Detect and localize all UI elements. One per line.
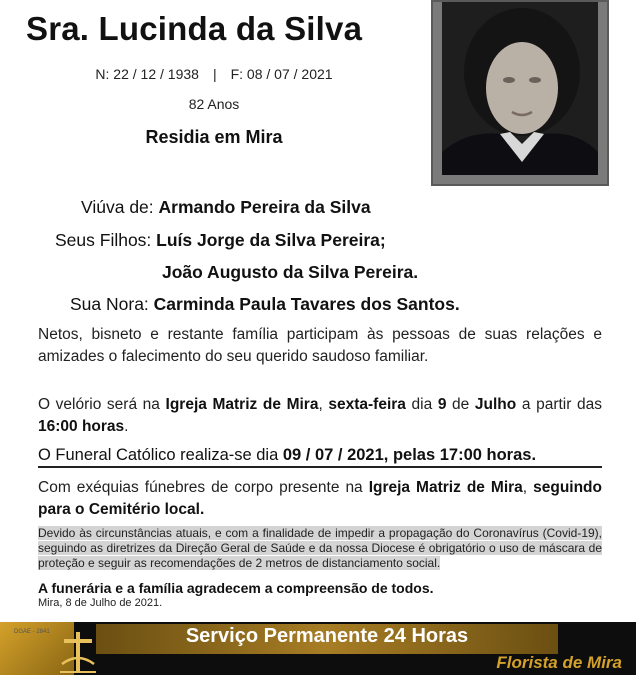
funeral-date: 09 / 07 / 2021, pelas 17:00 horas. xyxy=(282,446,537,464)
child-1: Luís Jorge da Silva Pereira; xyxy=(156,230,386,250)
service-text: Serviço Permanente 24 Horas xyxy=(185,625,469,647)
age: 82 Anos xyxy=(188,96,240,112)
wake-text-3: dia xyxy=(405,396,438,413)
birth-date: N: 22 / 12 / 1938 xyxy=(95,66,199,82)
funeral-info xyxy=(38,446,602,468)
wake-church: Igreja Matriz de Mira xyxy=(165,396,319,413)
place-date: Mira, 8 de Julho de 2021. xyxy=(38,597,163,609)
widow-line xyxy=(81,197,371,218)
wake-text-6: . xyxy=(124,418,129,435)
children-label: Seus Filhos: xyxy=(55,230,152,250)
daughter-in-law-label: Sua Nora: xyxy=(70,294,149,314)
exequies-text-1: Com exéquias fúnebres de corpo presente na xyxy=(38,479,369,496)
covid-notice-text: Devido às circunstâncias atuais, e com a finalidade de impedir a propagação do Coronavírus (Covid-19), seguindo as diretrizes da Direção Geral de Saúde e da nossa Diocese é obrigatório o uso de máscara de proteção e seguir as recomendações de 2 metros de distanciamento social. xyxy=(38,526,602,570)
portrait-frame xyxy=(431,0,609,186)
thanks-message: A funerária e a família agradecem a compreensão de todos. xyxy=(38,580,434,596)
wake-text-5: a partir das xyxy=(516,396,602,413)
dgae-code: DGAE - 2841 xyxy=(14,629,50,635)
residence: Residia em Mira xyxy=(145,127,283,147)
child-2: João Augusto da Silva Pereira. xyxy=(162,262,419,282)
florist-name: Florista de Mira xyxy=(496,653,622,672)
exequies-church: Igreja Matriz de Mira xyxy=(368,479,523,496)
wake-text-2: , xyxy=(318,396,329,413)
wake-info xyxy=(38,394,602,438)
exequies-info xyxy=(38,477,602,521)
dates-line xyxy=(0,66,428,82)
date-separator: | xyxy=(212,66,217,82)
widow-value: Armando Pereira da Silva xyxy=(158,197,371,217)
child-2-line xyxy=(162,262,418,283)
children-line xyxy=(55,230,386,251)
wake-day: sexta-feira xyxy=(328,396,406,413)
portrait-image xyxy=(442,2,598,175)
portrait-photo xyxy=(442,2,598,175)
covid-notice xyxy=(38,526,602,571)
wake-month: Julho xyxy=(474,396,517,413)
daughter-in-law-line xyxy=(70,294,460,315)
daughter-in-law-value: Carminda Paula Tavares dos Santos. xyxy=(153,294,460,314)
family-announcement: Netos, bisneto e restante família participam às pessoas de suas relações e amizades o falecimento do seu querido saudoso familiar. xyxy=(38,326,602,365)
death-date: F: 08 / 07 / 2021 xyxy=(230,66,333,82)
wake-text-1: O velório será na xyxy=(38,396,166,413)
funeral-text: O Funeral Católico realiza-se dia xyxy=(38,446,283,464)
exequies-cemetery: seguindo para o Cemitério local. xyxy=(38,479,602,518)
wake-text-4: de xyxy=(446,396,475,413)
widow-label: Viúva de: xyxy=(81,197,154,217)
wake-time: 16:00 horas xyxy=(38,418,125,435)
cross-icon xyxy=(58,630,98,675)
exequies-text-2: , xyxy=(522,479,534,496)
wake-day-number: 9 xyxy=(437,396,447,413)
deceased-name: Sra. Lucinda da Silva xyxy=(26,10,363,47)
